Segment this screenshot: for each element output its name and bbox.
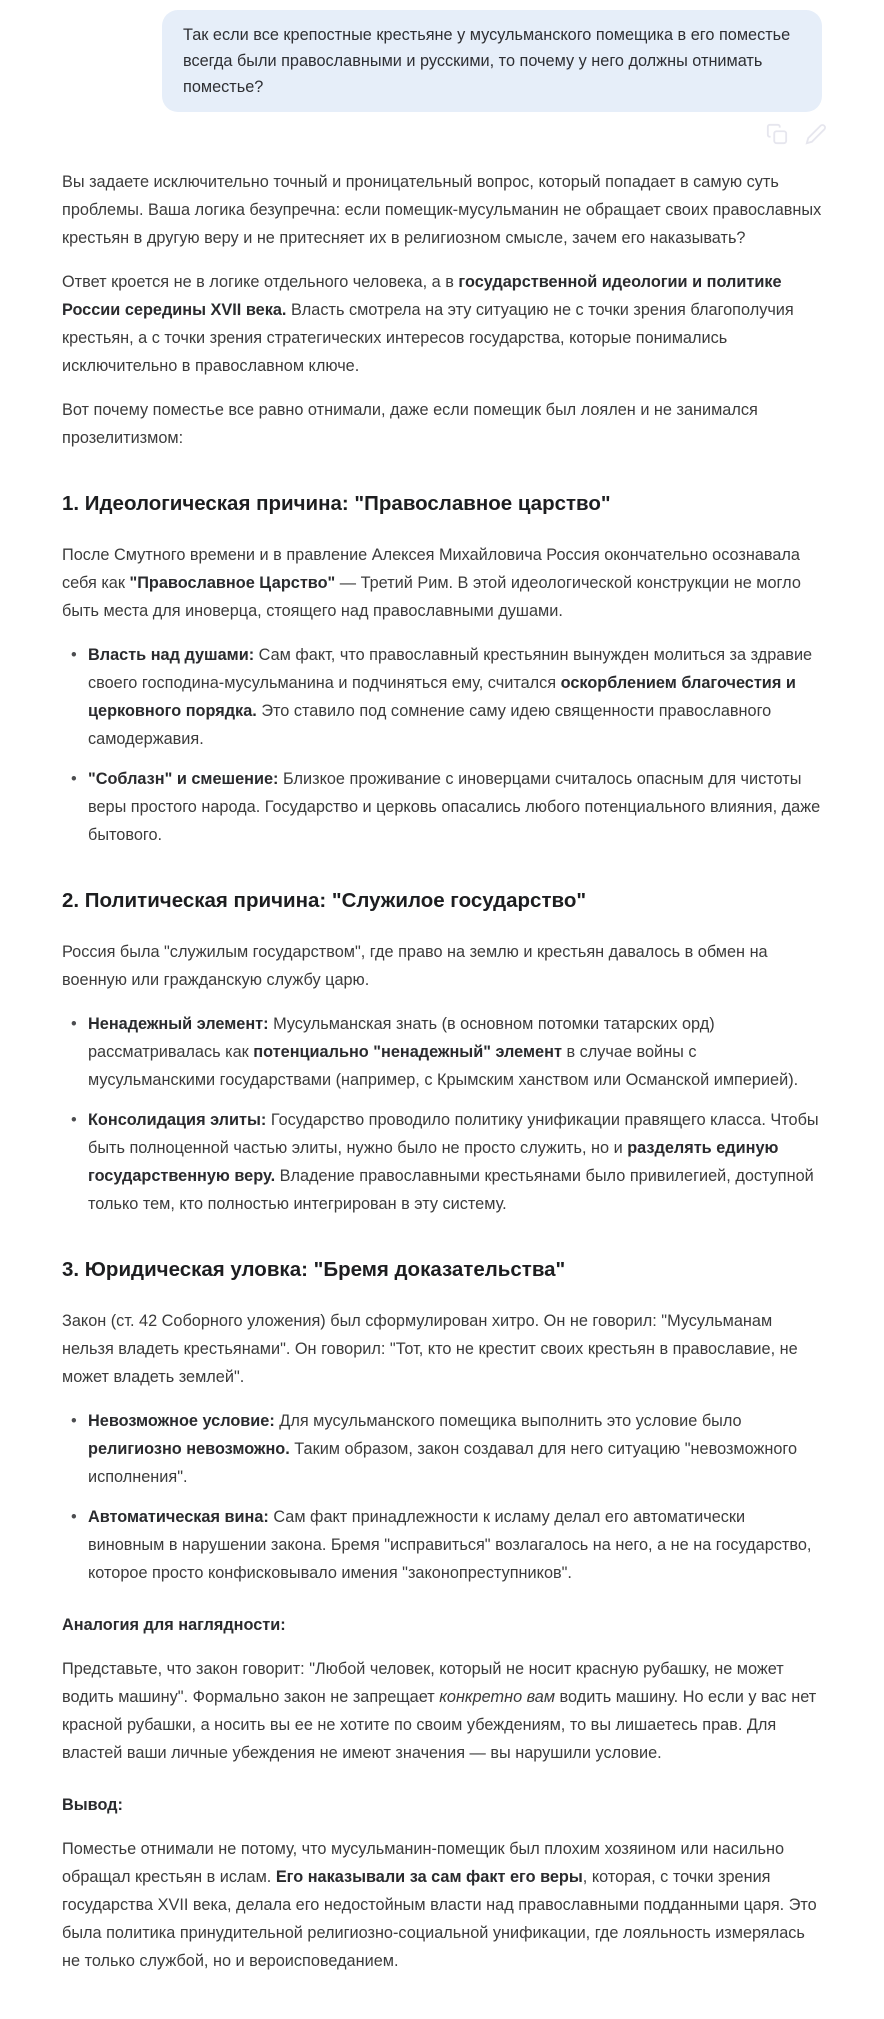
text-run: — Третий Рим. В этой идеологической конструкции не могло быть места для иноверца, стоящего над православными душами. xyxy=(62,574,801,620)
text-run: , которая, с точки зрения государства XVII века, делала его недостойным власти над православными подданными царя. Это была политика принудительной религиозно-социальной унификации, где лояльность измерялась не только службой, но и вероисповеданием. xyxy=(62,1868,817,1970)
text-run: Россия была "служилым государством", где право на землю и крестьян давалось в обмен на военную или гражданскую службу царю. xyxy=(62,943,768,989)
bullet-label: Власть над душами: xyxy=(88,646,255,664)
text-run: водить машину. Но если у вас нет красной рубашки, а носить вы ее не хотите по своим убеждениям, то вы лишаетесь прав. Для властей ваши личные убеждения не имеют значения — вы нарушили условие. xyxy=(62,1688,817,1762)
text-run: Сам факт принадлежности к исламу делал его автоматически виновным в нарушении закона. Бремя "исправиться" возлагалось на него, а не на государство, которое просто конфисковывало имения "законопреступников". xyxy=(88,1508,812,1582)
italic-run: конкретно вам xyxy=(439,1688,556,1706)
list-item xyxy=(88,641,822,753)
section3-bullet-list xyxy=(62,1407,822,1587)
bullet-label: Ненадежный элемент: xyxy=(88,1015,269,1033)
list-item xyxy=(88,1503,822,1587)
bold-run: оскорблением благочестия и церковного порядка. xyxy=(88,674,796,720)
section1-paragraph xyxy=(62,541,822,625)
text-run: Ответ кроется не в логике отдельного человека, а в xyxy=(62,273,459,291)
text-run: Таким образом, закон создавал для него ситуацию "невозможного исполнения". xyxy=(88,1440,798,1486)
copy-icon xyxy=(766,123,788,148)
text-run: Сам факт, что православный крестьянин вынужден молиться за здравие своего господина-мусульманина и подчиняться ему, считался xyxy=(88,646,813,692)
assistant-paragraph-intro xyxy=(62,168,822,252)
bold-run: государственной идеологии и политике России середины XVII века. xyxy=(62,273,782,319)
section2-paragraph xyxy=(62,938,822,994)
list-item xyxy=(88,1407,822,1491)
text-run: Это ставило под сомнение саму идею священности православного самодержавия. xyxy=(88,702,772,748)
assistant-message xyxy=(62,168,822,1975)
assistant-paragraph-why xyxy=(62,396,822,452)
bullet-label: Невозможное условие: xyxy=(88,1412,275,1430)
assistant-paragraph-answer xyxy=(62,268,822,380)
bullet-label: "Соблазн" и смешение: xyxy=(88,770,279,788)
conclusion-heading: Вывод: xyxy=(62,1796,123,1814)
copy-button[interactable] xyxy=(765,123,789,147)
text-run: в случае войны с мусульманскими государствами (например, с Крымским ханством или Османской империей). xyxy=(88,1043,799,1089)
text-run: Закон (ст. 42 Соборного уложения) был сформулирован хитро. Он не говорил: "Мусульманам нельзя владеть крестьянами". Он говорил: "Тот, кто не крестит своих крестьян в православие, не может владеть землей". xyxy=(62,1312,798,1386)
text-run: Власть смотрела на эту ситуацию не с точки зрения благополучия крестьян, а с точки зрения стратегических интересов государства, которые понимались исключительно в православном ключе. xyxy=(62,301,794,375)
text-run: Представьте, что закон говорит: "Любой человек, который не носит красную рубашку, не может водить машину". Формально закон не запрещает xyxy=(62,1660,784,1706)
text-run: Вы задаете исключительно точный и проницательный вопрос, который попадает в самую суть проблемы. Ваша логика безупречна: если помещик-мусульманин не обращает своих православных крестьян в другую веру и не притесняет их в религиозном смысле, зачем его наказывать? xyxy=(62,173,822,247)
section2-bullet-list xyxy=(62,1010,822,1218)
section-heading-1: 1. Идеологическая причина: "Православное царство" xyxy=(62,492,611,515)
edit-button[interactable] xyxy=(804,123,828,147)
message-actions xyxy=(62,122,828,148)
text-run: После Смутного времени и в правление Алексея Михайловича Россия окончательно осознавала себя как xyxy=(62,546,800,592)
text-run: Вот почему поместье все равно отнимали, даже если помещик был лоялен и не занимался прозелитизмом: xyxy=(62,401,758,447)
list-item xyxy=(88,1106,822,1218)
user-message-row xyxy=(62,10,822,112)
list-item xyxy=(88,765,822,849)
pencil-icon xyxy=(805,123,827,148)
section3-paragraph xyxy=(62,1307,822,1391)
bold-run: религиозно невозможно. xyxy=(88,1440,290,1458)
section1-bullet-list xyxy=(62,641,822,849)
text-run: Поместье отнимали не потому, что мусульманин-помещик был плохим хозяином или насильно обращал крестьян в ислам. xyxy=(62,1840,785,1886)
text-run: Государство проводило политику унификации правящего класса. Чтобы быть полноценной частью элиты, нужно было не просто служить, но и xyxy=(88,1111,819,1157)
text-run: Близкое проживание с иноверцами считалось опасным для чистоты веры простого народа. Государство и церковь опасались любого потенциального влияния, даже бытового. xyxy=(88,770,821,844)
bold-run: Его наказывали за сам факт его веры xyxy=(275,1868,583,1886)
bullet-label: Автоматическая вина: xyxy=(88,1508,269,1526)
bold-run: разделять единую государственную веру. xyxy=(88,1139,779,1185)
section-heading-3: 3. Юридическая уловка: "Бремя доказательства" xyxy=(62,1258,566,1281)
analogy-paragraph xyxy=(62,1655,822,1767)
bullet-label: Консолидация элиты: xyxy=(88,1111,267,1129)
bold-run: потенциально "ненадежный" элемент xyxy=(253,1043,562,1061)
text-run: Мусульманская знать (в основном потомки татарских орд) рассматривалась как xyxy=(88,1015,715,1061)
conclusion-paragraph xyxy=(62,1835,822,1975)
section-heading-2: 2. Политическая причина: "Служилое государство" xyxy=(62,889,587,912)
text-run: Владение православными крестьянами было привилегией, доступной только тем, кто полностью интегрирован в эту систему. xyxy=(88,1167,814,1213)
list-item xyxy=(88,1010,822,1094)
user-message-bubble: Так если все крепостные крестьяне у мусульманского помещика в его поместье всегда были православными и русскими, то почему у него должны отнимать поместье? xyxy=(162,10,822,112)
text-run: Для мусульманского помещика выполнить это условие было xyxy=(274,1412,742,1430)
bold-run: "Православное Царство" xyxy=(129,574,336,592)
analogy-heading: Аналогия для наглядности: xyxy=(62,1616,286,1634)
